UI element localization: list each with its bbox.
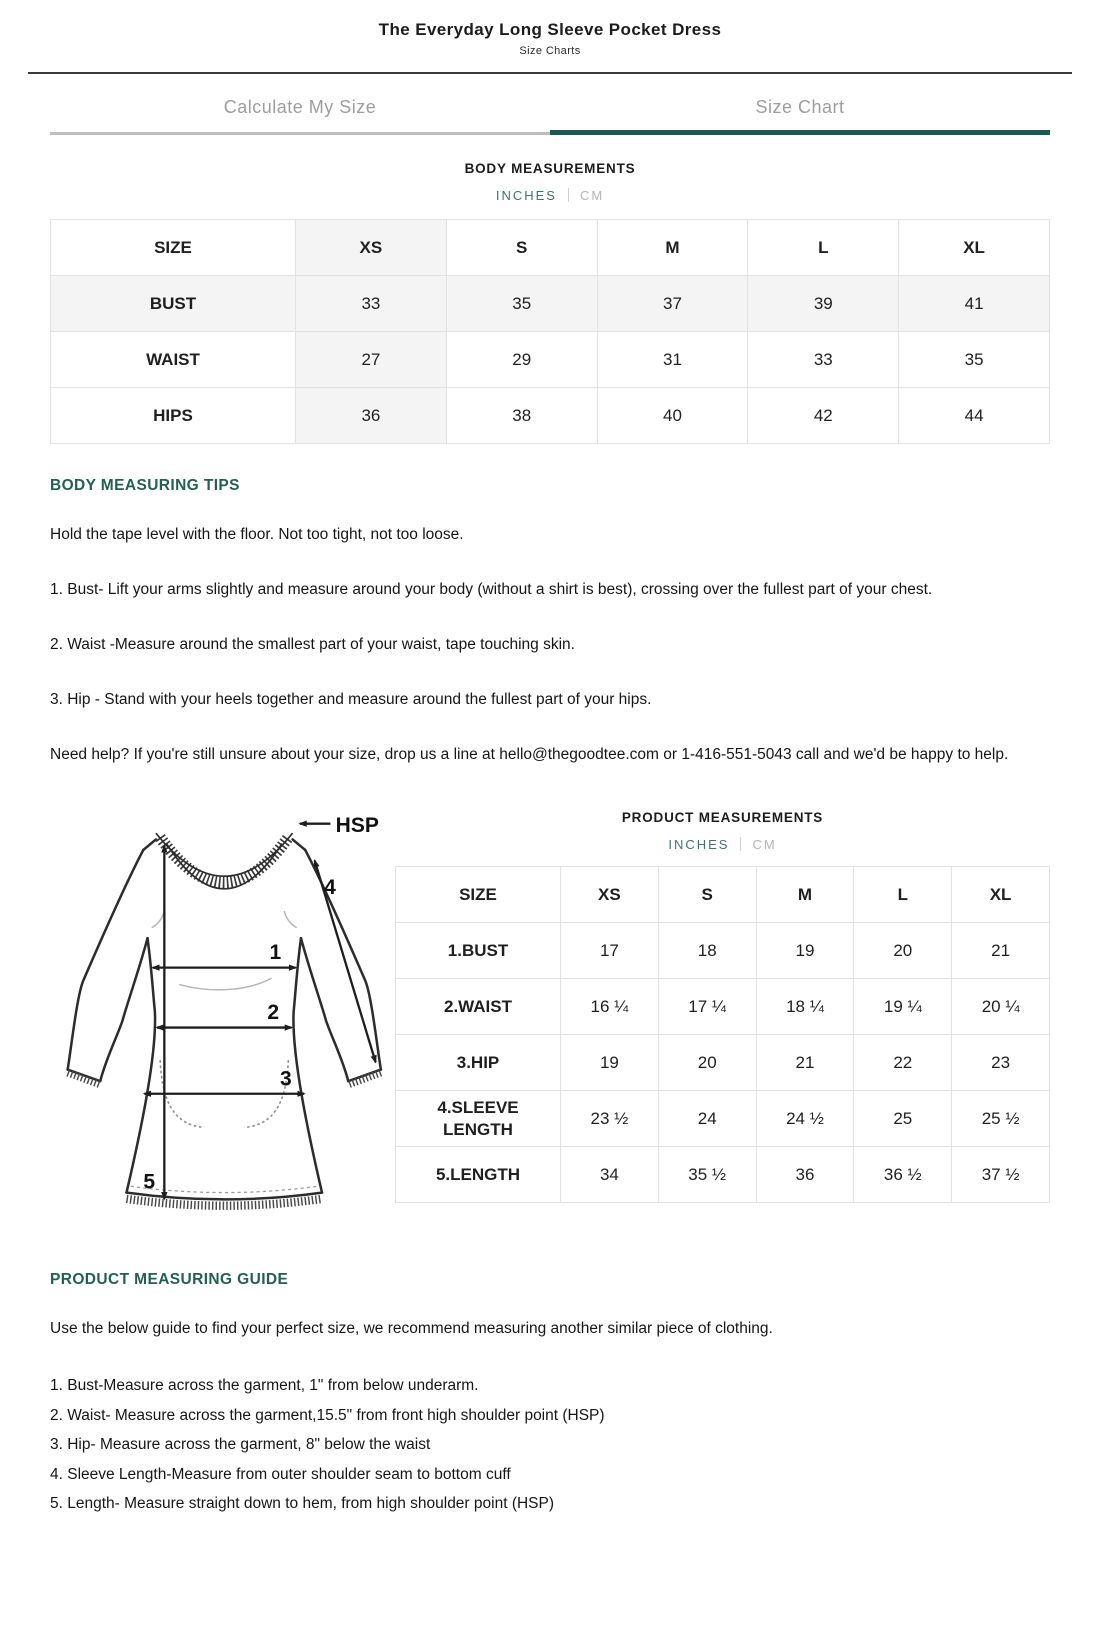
cell: 35 ½ (658, 1147, 756, 1203)
cell: 27 (296, 332, 447, 388)
cell: 31 (597, 332, 748, 388)
guide-intro: Use the below guide to find your perfect size, we recommend measuring another similar piece of clothing. (50, 1320, 773, 1337)
tab-size-chart[interactable]: Size Chart (550, 74, 1050, 135)
guide-item: 4. Sleeve Length-Measure from outer shoulder seam to bottom cuff (50, 1465, 511, 1483)
units-inches-toggle[interactable]: INCHES (495, 188, 557, 203)
product-measurements-section (50, 810, 1050, 1227)
table-row-hips (51, 388, 1050, 444)
cell: 42 (748, 388, 899, 444)
cell: 23 (952, 1035, 1050, 1091)
product-units-toggle (395, 837, 1050, 852)
tip-paragraph: Hold the tape level with the floor. Not too tight, not too loose. (50, 526, 464, 543)
row-label: 5.LENGTH (396, 1147, 561, 1203)
row-label: 4.SLEEVE LENGTH (396, 1091, 561, 1147)
product-measurements-panel (395, 810, 1050, 1227)
table-row-bust (51, 276, 1050, 332)
product-measurements-title: PRODUCT MEASUREMENTS (621, 810, 824, 825)
table-row-waist (51, 332, 1050, 388)
tab-calculate-my-size[interactable]: Calculate My Size (50, 74, 550, 135)
body-measuring-tips-heading: BODY MEASURING TIPS (50, 477, 240, 494)
page-subtitle: Size Charts (519, 45, 581, 57)
cell: 35 (899, 332, 1050, 388)
table-header-row (396, 867, 1050, 923)
row-label: WAIST (51, 332, 296, 388)
table-row-sleeve-length (396, 1091, 1050, 1147)
body-measurements-title: BODY MEASUREMENTS (464, 161, 636, 176)
cell: 20 (854, 923, 952, 979)
diagram-label-waist: 2 (267, 1001, 280, 1025)
cell: 25 ½ (952, 1091, 1050, 1147)
column-header-l: L (748, 220, 899, 276)
cell: 36 ½ (854, 1147, 952, 1203)
guide-item: 1. Bust-Measure across the garment, 1" from below underarm. (50, 1377, 479, 1394)
cell: 40 (597, 388, 748, 444)
column-header-s: S (658, 867, 756, 923)
units-divider (740, 837, 741, 851)
product-measuring-guide-section (50, 1271, 1050, 1519)
diagram-label-length: 5 (143, 1170, 156, 1194)
guide-item: 2. Waist- Measure across the garment,15.5" from front high shoulder point (HSP) (50, 1406, 605, 1424)
guide-item: 3. Hip- Measure across the garment, 8" below the waist (50, 1436, 431, 1453)
cell: 20 (658, 1035, 756, 1091)
cell: 23 ½ (561, 1091, 659, 1147)
row-label: 1.BUST (396, 923, 561, 979)
tip-paragraph: 2. Waist -Measure around the smallest part of your waist, tape touching skin. (50, 636, 575, 653)
row-label: BUST (51, 276, 296, 332)
diagram-label-bust: 1 (269, 941, 282, 965)
column-header-xs: XS (561, 867, 659, 923)
table-row-waist (396, 979, 1050, 1035)
column-header-s: S (446, 220, 597, 276)
header (0, 0, 1100, 57)
cell: 25 (854, 1091, 952, 1147)
column-header-m: M (756, 867, 854, 923)
cell: 20 ¼ (952, 979, 1050, 1035)
tab-bar (50, 74, 1050, 135)
row-label: 3.HIP (396, 1035, 561, 1091)
diagram-label-hsp: HSP (335, 814, 379, 838)
body-measurements-table (50, 219, 1050, 444)
units-cm-toggle[interactable]: CM (579, 188, 605, 203)
cell: 22 (854, 1035, 952, 1091)
body-units-toggle (0, 188, 1100, 203)
row-label: HIPS (51, 388, 296, 444)
cell: 36 (296, 388, 447, 444)
cell: 37 ½ (952, 1147, 1050, 1203)
cell: 19 (561, 1035, 659, 1091)
column-header-m: M (597, 220, 748, 276)
table-row-bust (396, 923, 1050, 979)
guide-items (50, 1371, 1050, 1519)
tip-paragraph: 1. Bust- Lift your arms slightly and measure around your body (without a shirt is best), crossing over the fullest part of your chest. (50, 581, 933, 598)
cell: 17 (561, 923, 659, 979)
units-cm-toggle[interactable]: CM (752, 837, 777, 852)
cell: 34 (561, 1147, 659, 1203)
cell: 17 ¼ (658, 979, 756, 1035)
diagram-label-sleeve: 4 (324, 876, 336, 900)
guide-item: 5. Length- Measure straight down to hem, from high shoulder point (HSP) (50, 1495, 555, 1512)
dress-diagram-svg (50, 810, 388, 1222)
cell: 18 (658, 923, 756, 979)
cell: 36 (756, 1147, 854, 1203)
column-header-xl: XL (952, 867, 1050, 923)
table-header-row (51, 220, 1050, 276)
units-divider (568, 188, 569, 202)
tip-paragraph: Need help? If you're still unsure about your size, drop us a line at hello@thegoodtee.com or 1-416-551-5043 call and we'd be happy to help. (50, 746, 1009, 763)
product-measuring-guide-heading: PRODUCT MEASURING GUIDE (50, 1271, 289, 1288)
cell: 24 (658, 1091, 756, 1147)
cell: 44 (899, 388, 1050, 444)
cell: 39 (748, 276, 899, 332)
cell: 19 ¼ (854, 979, 952, 1035)
table-row-hip (396, 1035, 1050, 1091)
cell: 29 (446, 332, 597, 388)
column-header-size: SIZE (396, 867, 561, 923)
column-header-xl: XL (899, 220, 1050, 276)
units-inches-toggle[interactable]: INCHES (668, 837, 730, 852)
table-row-length (396, 1147, 1050, 1203)
cell: 21 (952, 923, 1050, 979)
cell: 24 ½ (756, 1091, 854, 1147)
cell: 37 (597, 276, 748, 332)
cell: 33 (296, 276, 447, 332)
diagram-label-hip: 3 (279, 1067, 292, 1091)
cell: 33 (748, 332, 899, 388)
dress-diagram (50, 810, 395, 1227)
cell: 41 (899, 276, 1050, 332)
column-header-l: L (854, 867, 952, 923)
column-header-size: SIZE (51, 220, 296, 276)
cell: 19 (756, 923, 854, 979)
cell: 18 ¼ (756, 979, 854, 1035)
cell: 38 (446, 388, 597, 444)
cell: 16 ¼ (561, 979, 659, 1035)
column-header-xs: XS (296, 220, 447, 276)
cell: 35 (446, 276, 597, 332)
tip-paragraph: 3. Hip - Stand with your heels together and measure around the fullest part of your hips. (50, 691, 652, 708)
product-measurements-table (395, 866, 1050, 1203)
page-title: The Everyday Long Sleeve Pocket Dress (378, 20, 722, 39)
body-measuring-tips-section (50, 477, 1050, 770)
row-label: 2.WAIST (396, 979, 561, 1035)
cell: 21 (756, 1035, 854, 1091)
